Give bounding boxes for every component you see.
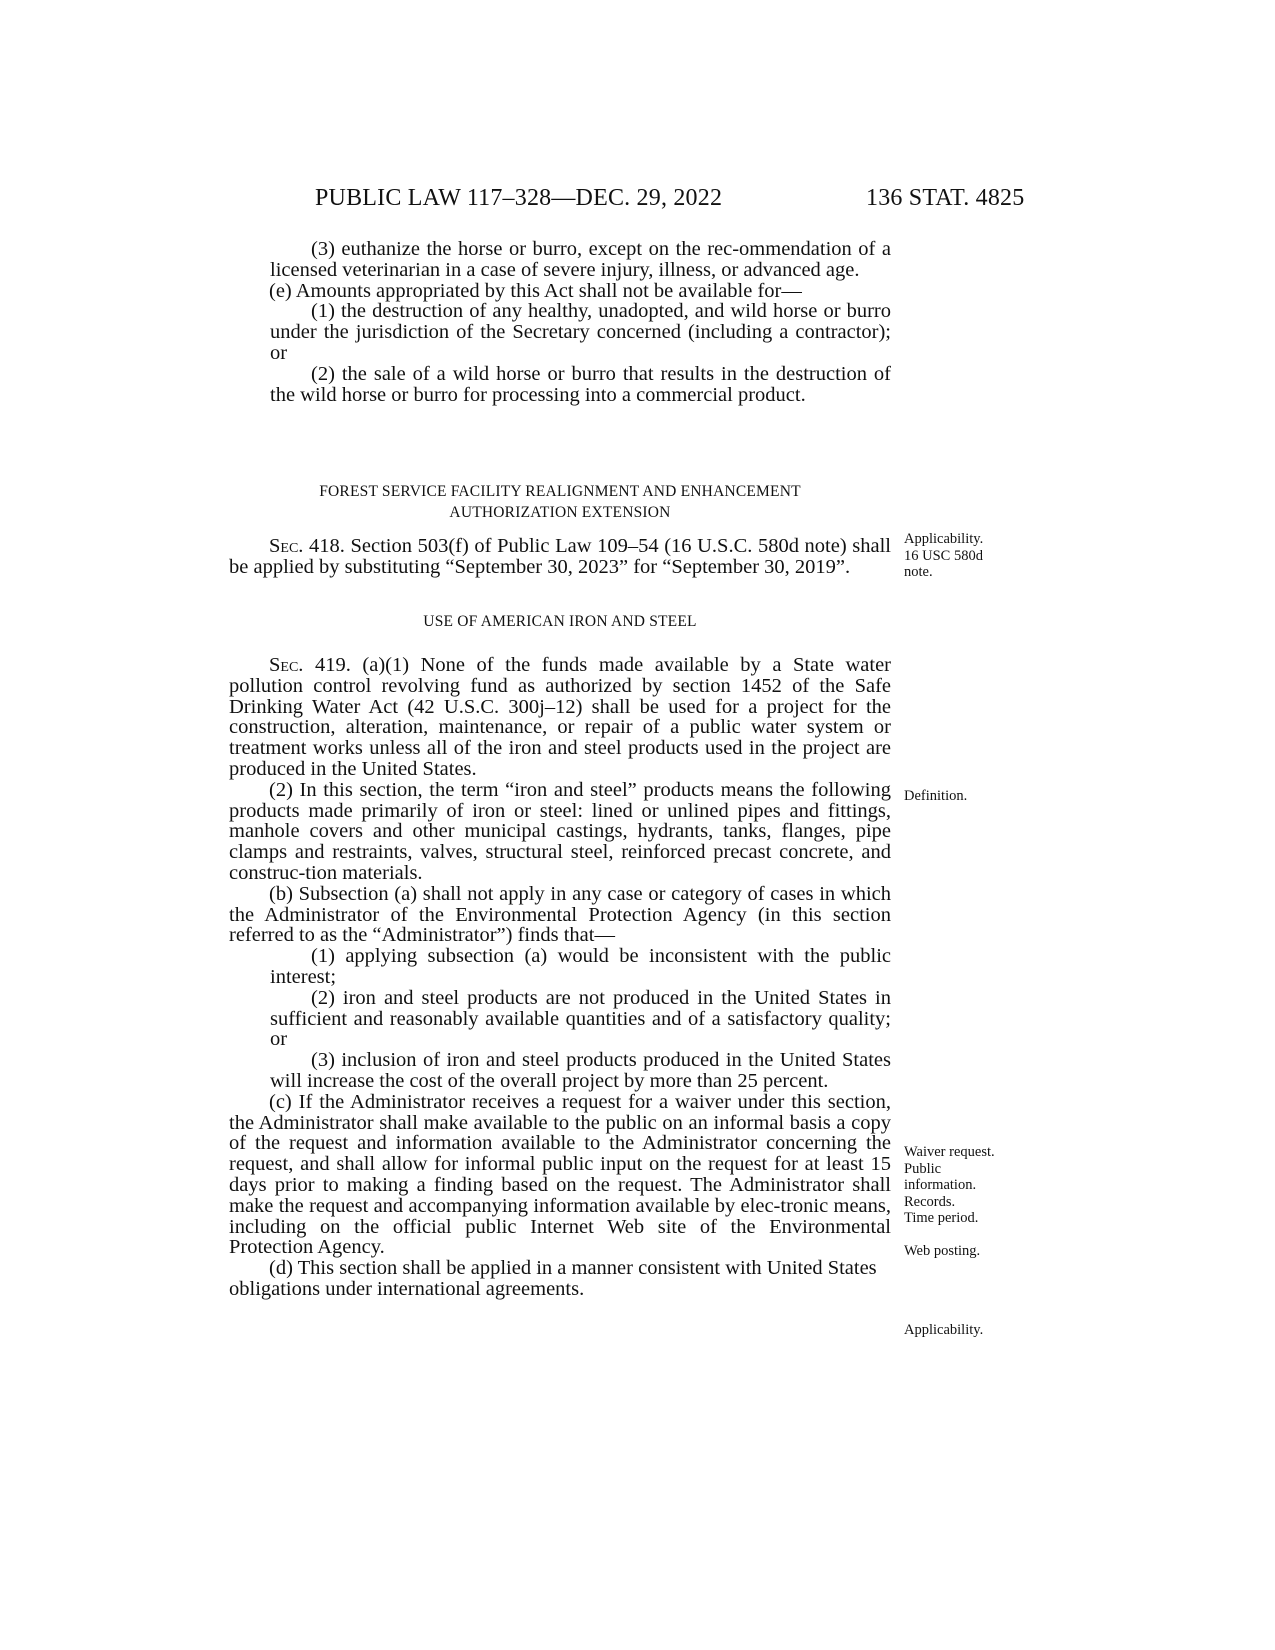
margin-note-line: Definition. bbox=[904, 788, 968, 804]
margin-note-line: Time period. bbox=[904, 1210, 979, 1226]
sec419-body bbox=[229, 655, 891, 1300]
sec419-paragraph-b2: (2) iron and steel products are not produced in the United States in sufficient and reasonably available quantities and of a satisfactory quality; or bbox=[270, 986, 891, 1051]
paragraph-e2: (2) the sale of a wild horse or burro that results in the destruction of the wild horse or burro for processing into a commercial product. bbox=[270, 362, 891, 406]
sec419-paragraph-c: (c) If the Administrator receives a request for a waiver under this section, the Administrator shall make available to the public on an informal basis a copy of the request and information available to the Administrator concerning the request, and shall allow for informal public input on the request for at least 15 days prior to making a finding based on the request. The Administrator shall make the request and accompanying information available by elec-tronic means, including on the official public Internet Web site of the Environmental Protection Agency. bbox=[229, 1090, 891, 1259]
margin-note-line: Waiver request. bbox=[904, 1144, 995, 1160]
margin-note-applicability bbox=[904, 1322, 983, 1339]
running-header-title: PUBLIC LAW 117–328—DEC. 29, 2022 bbox=[315, 185, 723, 211]
sec419-paragraph-b: (b) Subsection (a) shall not apply in any case or category of cases in which the Administrator of the Environmental Protection Agency (in this section referred to as the “Administrator”) finds that— bbox=[229, 882, 891, 947]
paragraph-e1: (1) the destruction of any healthy, unadopted, and wild horse or burro under the jurisdiction of the Secretary concerned (including a contractor); or bbox=[270, 300, 891, 364]
margin-note-waiver-request bbox=[904, 1144, 995, 1227]
sec418-label: Sec. 418. bbox=[269, 535, 345, 557]
sec419-a1-text: (a)(1) None of the funds made available by a State water pollution control revolving fund as authorized by section 1452 of the Safe Drinking Water Act (42 U.S.C. 300j–12) shall be used for a project for the construction, alteration, maintenance, or repair of a public water system or treatment works unless all of the iron and steel products used in the project are produced in the United States. bbox=[229, 654, 892, 780]
sec419-label: Sec. 419. bbox=[269, 654, 351, 676]
sec419-heading bbox=[229, 611, 891, 632]
sec418-heading-line2: AUTHORIZATION EXTENSION bbox=[449, 504, 671, 521]
previous-section-continuation bbox=[229, 239, 891, 405]
paragraph-d3: (3) euthanize the horse or burro, except on the rec-ommendation of a licensed veterinarian in a case of severe injury, illness, or advanced age. bbox=[270, 238, 891, 281]
margin-note-line: 16 USC 580d bbox=[904, 547, 983, 564]
margin-note-line: Public bbox=[904, 1160, 942, 1177]
sec419-heading-text: USE OF AMERICAN IRON AND STEEL bbox=[423, 613, 697, 630]
margin-note-applicability-580d bbox=[904, 531, 983, 581]
sec418-heading bbox=[229, 481, 891, 523]
page-stat-number: 136 STAT. 4825 bbox=[866, 185, 1025, 211]
margin-note-line: Applicability. bbox=[904, 1322, 984, 1338]
margin-note-line: Records. bbox=[904, 1193, 956, 1210]
margin-note-definition bbox=[904, 788, 967, 805]
paragraph-e: (e) Amounts appropriated by this Act shall not be available for— bbox=[269, 279, 802, 302]
sec418-body bbox=[229, 536, 891, 578]
margin-note-line: note. bbox=[904, 564, 933, 580]
margin-note-web-posting bbox=[904, 1243, 980, 1260]
sec418-heading-line1: FOREST SERVICE FACILITY REALIGNMENT AND ENHANCEMENT bbox=[319, 483, 801, 500]
sec419-paragraph-a1 bbox=[229, 655, 891, 780]
margin-note-line: Web posting. bbox=[904, 1243, 981, 1259]
sec419-paragraph-b1: (1) applying subsection (a) would be inconsistent with the public interest; bbox=[270, 945, 891, 988]
sec419-paragraph-d: (d) This section shall be applied in a manner consistent with United States obligations under international agreements. bbox=[229, 1257, 877, 1300]
sec418-text: Section 503(f) of Public Law 109–54 (16 U.S.C. 580d note) shall be applied by substituting “September 30, 2023” for “September 30, 2019”. bbox=[229, 535, 891, 578]
sec418-paragraph bbox=[229, 536, 891, 578]
margin-note-line: Applicability. bbox=[904, 531, 984, 547]
sec419-paragraph-b3: (3) inclusion of iron and steel products produced in the United States will increase the cost of the overall project by more than 25 percent. bbox=[270, 1049, 891, 1092]
sec419-paragraph-a2: (2) In this section, the term “iron and steel” products means the following products made primarily of iron or steel: lined or unlined pipes and fittings, manhole covers and other municipal castings, hydrants, tanks, flanges, pipe clamps and restraints, valves, structural steel, reinforced precast concrete, and construc-tion materials. bbox=[229, 778, 891, 884]
margin-note-line: information. bbox=[904, 1177, 977, 1193]
